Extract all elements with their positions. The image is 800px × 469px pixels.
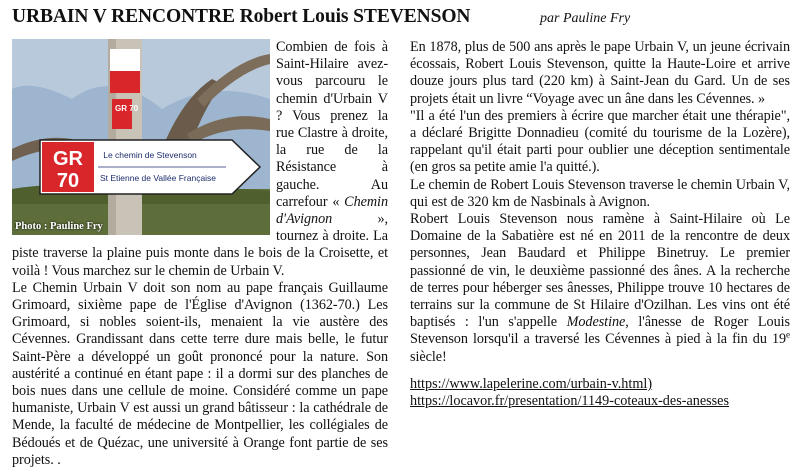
left-p1-end: », tournez à droite. La piste traverse la plaine puis monte dans le bois de la Croisette, et voilà ! Vous marchez sur le chemin de Urbain V. [12, 211, 388, 279]
right-p4-end: siècle! [410, 348, 447, 365]
modestine-emphasis: Modestine [566, 314, 626, 331]
left-column [12, 39, 388, 469]
left-p1-start: Combien de fois à Saint-Hilaire avez-vous parcouru le chemin d'Urbain V ? Vous prenez la rue Clastre à droite, la rue de la Résistance à gauche. Au carrefour « [276, 39, 388, 210]
right-paragraph-2: "Il a été l'un des premiers à écrire que marcher était une thérapie", a déclaré Brigitte Donnadieu (comité du tourisme de la Lozère), rappelant qu'il était parti pour oublier une déception sentimentale (en gros sa petite amie l'a quitté.). [410, 107, 790, 176]
right-p4-start: Robert Louis Stevenson nous ramène à Saint-Hilaire où Le Domaine de la Sabatière est né en 2011 de la rencontre de deux personnes, Jean Baudard et Philippe Binetruy. Le premier passionné de vin, le deuxième passionné des ânes. A la recherche de terres pour héberger ses ânesses, Philippe trouve 10 hectares de terrains sur la commune de St Hilaire d'Ozilhan. Les vins ont été baptisés : l'un s'appelle [410, 211, 790, 331]
sign-code-line2: 70 [56, 170, 80, 192]
chemin-avignon-emphasis: Chemin d'Avignon [276, 193, 388, 228]
left-paragraph-2: Le Chemin Urbain V doit son nom au pape français Guillaume Grimoard, sixième pape de l'Église d'Avignon (1362-70.) Les Grimoard, si nobles soient-ils, menaient la vie austère des Cévennes. Grandissant dans cette terre dure mais belle, le futur Saint-Père a développé un goût prononcé pour la nature. Son austérité a continué en étant pape : il a dormi sur des planches de bois nues dans une cellule de moine. Considéré comme un pape humaniste, Urbain V est aussi un grand bâtisseur : la cathédrale de Mende, la faculté de médecine de Montpellier, les collégiales de Bédoués et de Quézac, une université à Orange font partie de ses projets. . [12, 279, 388, 468]
sign-text-line1: Le chemin de Stevenson [103, 150, 197, 160]
right-p4-mid: , l'ânesse de Roger Louis Stevenson lorsqu'il a traversé les Cévennes à pied à la fin du 19 [410, 314, 790, 348]
article-title: URBAIN V RENCONTRE Robert Louis STEVENSON [12, 6, 471, 27]
article-byline: par Pauline Fry [540, 11, 631, 26]
photo-credit: Photo : Pauline Fry [15, 221, 103, 232]
right-column [410, 39, 790, 411]
pole-marker-text: GR 70 [115, 104, 139, 113]
link-lapelerine[interactable]: https://www.lapelerine.com/urbain-v.html) [410, 375, 653, 392]
article-header [12, 6, 792, 32]
sign-code-line1: GR [53, 148, 83, 170]
sign-text-line2: St Etienne de Vallée Française [99, 173, 217, 183]
trail-sign-photo [12, 39, 270, 235]
link-locavor[interactable]: https://locavor.fr/presentation/1149-coteaux-des-anesses [410, 393, 729, 410]
right-paragraph-1: En 1878, plus de 500 ans après le pape Urbain V, un jeune écrivain écossais, Robert Louis Stevenson, quitte la Haute-Loire et arrive douze jours plus tard (220 km) à Saint-Jean du Gard. Un de ses projets était un livre “Voyage avec un âne dans les Cévennes. » [410, 39, 790, 107]
century-superscript: e [786, 329, 790, 340]
right-paragraph-3: Le chemin de Robert Louis Stevenson traverse le chemin Urbain V, qui est de 320 km de Nasbinals à Avignon. [410, 176, 790, 210]
right-paragraph-4 [410, 211, 790, 366]
reference-links [410, 376, 790, 411]
article-photo [12, 39, 270, 235]
